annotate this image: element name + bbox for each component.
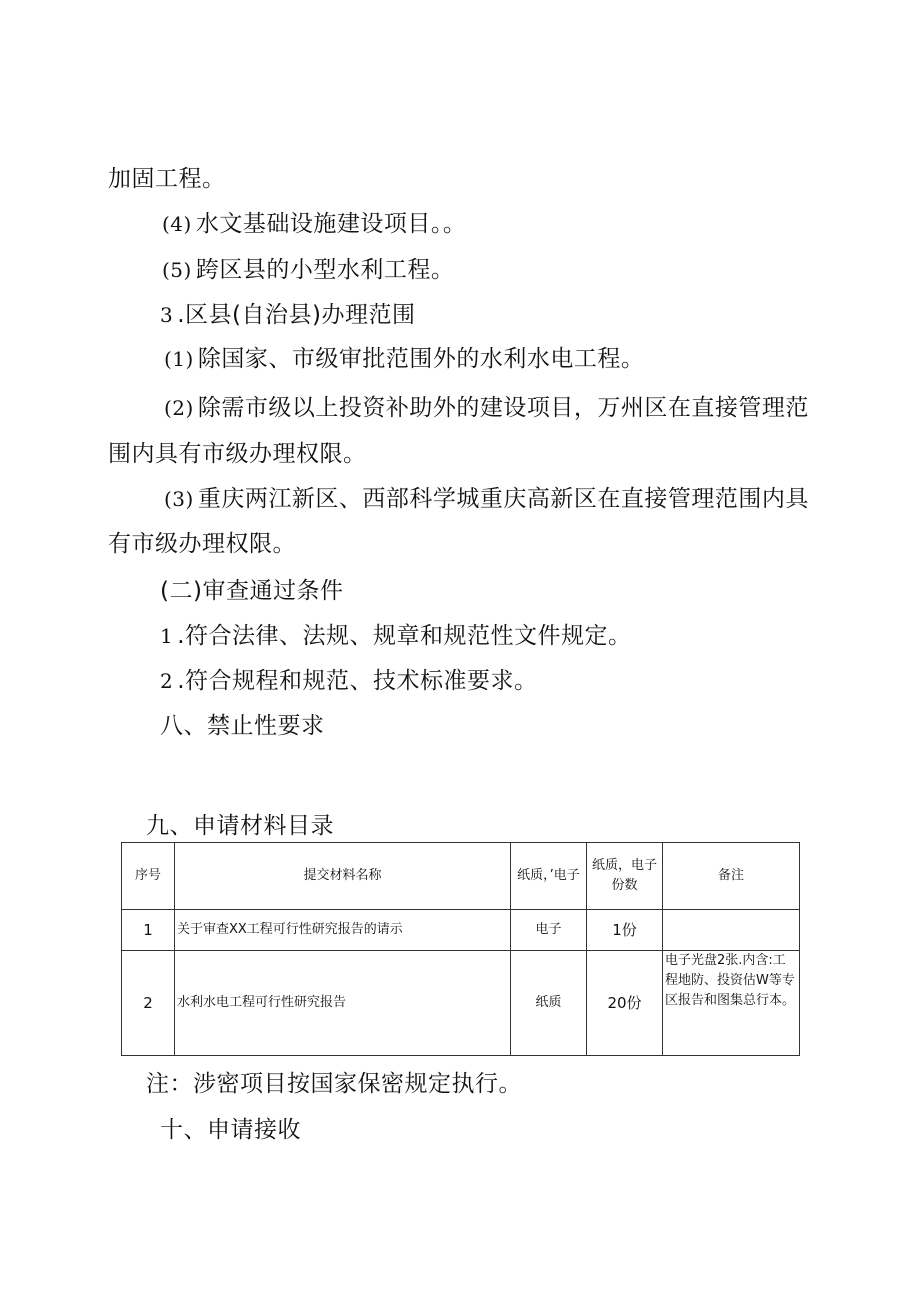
- item-number: (1): [164, 347, 194, 371]
- heading-text: 十、申请接收: [160, 1117, 301, 1143]
- item-text: .区县(自治县)办理范围: [177, 302, 416, 328]
- table-row: [122, 951, 800, 1056]
- item-number: 1: [160, 624, 174, 648]
- table-header-row: [122, 843, 800, 910]
- cell-name: 关于审查XX工程可行性研究报告的请示: [175, 910, 511, 951]
- heading-text: 八、禁止性要求: [160, 713, 325, 739]
- section-heading-8: [160, 711, 325, 741]
- header-remarks: 备注: [663, 843, 800, 910]
- item-text: 除国家、市级审批范围外的水利水电工程。: [197, 346, 645, 372]
- header-seq: 序号: [122, 843, 175, 910]
- cell-copies: 1份: [587, 910, 663, 951]
- list-item-2-continuation: [108, 439, 367, 469]
- confidentiality-note: [146, 1069, 522, 1099]
- item-text: 围内具有市级办理权限。: [108, 441, 367, 467]
- list-item-4: [162, 209, 466, 239]
- header-copies: 纸质，电子份数: [587, 843, 663, 910]
- item-number: 2: [160, 669, 174, 693]
- list-item-2: [164, 393, 809, 423]
- section-heading-10: [160, 1115, 301, 1145]
- item-number: (2): [164, 396, 194, 420]
- item-number: 3: [160, 303, 174, 327]
- cell-copies: 20份: [587, 951, 663, 1056]
- item-text: 跨区县的小型水利工程。: [195, 257, 455, 283]
- item-number: (3): [164, 487, 194, 511]
- item-text: 重庆两江新区、西部科学城重庆高新区在直接管理范围内具: [197, 486, 809, 512]
- cell-seq: 2: [122, 951, 175, 1056]
- list-item-1: [164, 344, 644, 374]
- paragraph-continuation: [108, 164, 226, 194]
- paragraph-text: 加固工程。: [108, 166, 226, 192]
- item-number: (4): [162, 212, 192, 236]
- section-heading-9: [146, 811, 334, 841]
- item-text: .符合法律、法规、规章和规范性文件规定。: [177, 623, 632, 649]
- item-text: 除需市级以上投资补助外的建设项目，万州区在直接管理范: [197, 395, 809, 421]
- item-number: (5): [162, 258, 192, 282]
- condition-1: [160, 621, 632, 651]
- header-name: 提交材料名称: [175, 843, 511, 910]
- condition-2: [160, 666, 538, 696]
- cell-type: 电子: [511, 910, 587, 951]
- list-item-5: [162, 255, 454, 285]
- cell-type: 纸质: [511, 951, 587, 1056]
- cell-seq: 1: [122, 910, 175, 951]
- list-item-3-continuation: [108, 529, 296, 559]
- list-item-3: [164, 484, 809, 514]
- item-text: .符合规程和规范、技术标准要求。: [177, 668, 538, 694]
- item-text: 有市级办理权限。: [108, 531, 296, 557]
- table-row: [122, 910, 800, 951]
- cell-name: 水利水电工程可行性研究报告: [175, 951, 511, 1056]
- item-text: 水文基础设施建设项目。。: [195, 211, 467, 237]
- cell-remarks: [663, 910, 800, 951]
- subsection-heading-3: [160, 300, 416, 330]
- note-text: 注：涉密项目按国家保密规定执行。: [146, 1071, 522, 1097]
- section-heading-review-conditions: [160, 576, 343, 606]
- heading-text: (二)审查通过条件: [160, 578, 344, 604]
- materials-table: [121, 842, 800, 1056]
- cell-remarks: 电子光盘2张.内含:工程地防、投资估W等专区报告和图集总行本。: [663, 951, 800, 1056]
- header-type: 纸质，’电子: [511, 843, 587, 910]
- heading-text: 九、申请材料目录: [146, 813, 334, 839]
